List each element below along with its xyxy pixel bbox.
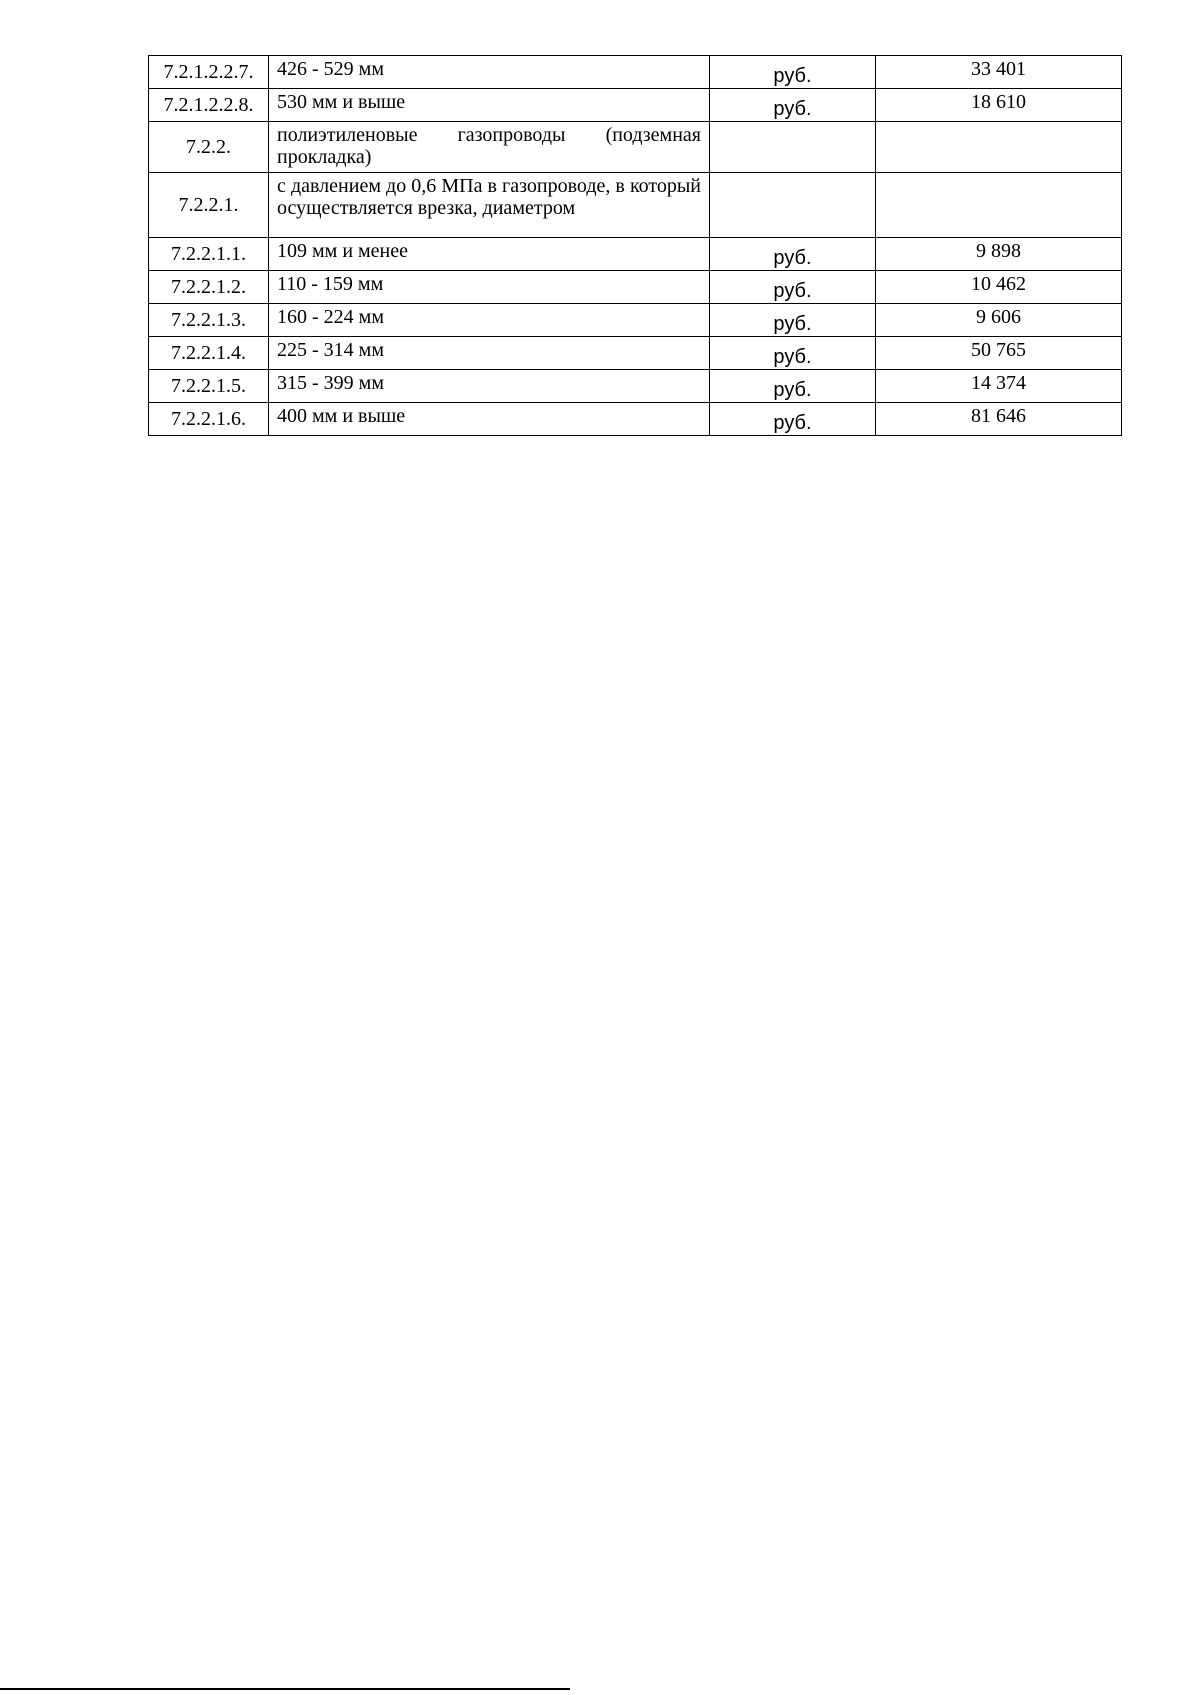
row-unit: руб. <box>710 403 876 436</box>
table-row <box>149 304 1122 337</box>
row-name: 426 - 529 мм <box>269 56 710 89</box>
row-name: 110 - 159 мм <box>269 271 710 304</box>
row-value <box>876 122 1122 173</box>
row-unit: руб. <box>710 271 876 304</box>
table-row <box>149 56 1122 89</box>
row-unit: руб. <box>710 56 876 89</box>
row-code: 7.2.2. <box>149 122 269 173</box>
row-unit: руб. <box>710 337 876 370</box>
row-unit: руб. <box>710 370 876 403</box>
row-unit <box>710 173 876 238</box>
row-value: 33 401 <box>876 56 1122 89</box>
table-row <box>149 89 1122 122</box>
row-code: 7.2.1.2.2.7. <box>149 56 269 89</box>
tariff-table <box>148 55 1122 436</box>
row-unit: руб. <box>710 304 876 337</box>
row-unit <box>710 122 876 173</box>
table-row <box>149 370 1122 403</box>
footnote-divider <box>0 1688 570 1690</box>
row-name: с давлением до 0,6 МПа в газопроводе, в который осуществляется врезка, диаметром <box>269 173 710 238</box>
row-name: 315 - 399 мм <box>269 370 710 403</box>
row-name: 400 мм и выше <box>269 403 710 436</box>
row-name: полиэтиленовые газопроводы (подземная прокладка) <box>269 122 710 173</box>
row-unit: руб. <box>710 238 876 271</box>
row-code: 7.2.2.1. <box>149 173 269 238</box>
row-code: 7.2.2.1.1. <box>149 238 269 271</box>
row-code: 7.2.1.2.2.8. <box>149 89 269 122</box>
table-row <box>149 337 1122 370</box>
row-value: 9 606 <box>876 304 1122 337</box>
row-name: 530 мм и выше <box>269 89 710 122</box>
row-value: 14 374 <box>876 370 1122 403</box>
row-value: 50 765 <box>876 337 1122 370</box>
table-row <box>149 271 1122 304</box>
row-code: 7.2.2.1.4. <box>149 337 269 370</box>
row-value: 18 610 <box>876 89 1122 122</box>
row-code: 7.2.2.1.6. <box>149 403 269 436</box>
table-row <box>149 122 1122 173</box>
row-code: 7.2.2.1.5. <box>149 370 269 403</box>
row-value: 9 898 <box>876 238 1122 271</box>
table-row <box>149 238 1122 271</box>
table-row <box>149 173 1122 238</box>
row-value: 81 646 <box>876 403 1122 436</box>
row-unit: руб. <box>710 89 876 122</box>
row-name: 160 - 224 мм <box>269 304 710 337</box>
table-row <box>149 403 1122 436</box>
row-name: 225 - 314 мм <box>269 337 710 370</box>
row-name: 109 мм и менее <box>269 238 710 271</box>
row-code: 7.2.2.1.3. <box>149 304 269 337</box>
row-value: 10 462 <box>876 271 1122 304</box>
row-code: 7.2.2.1.2. <box>149 271 269 304</box>
row-value <box>876 173 1122 238</box>
